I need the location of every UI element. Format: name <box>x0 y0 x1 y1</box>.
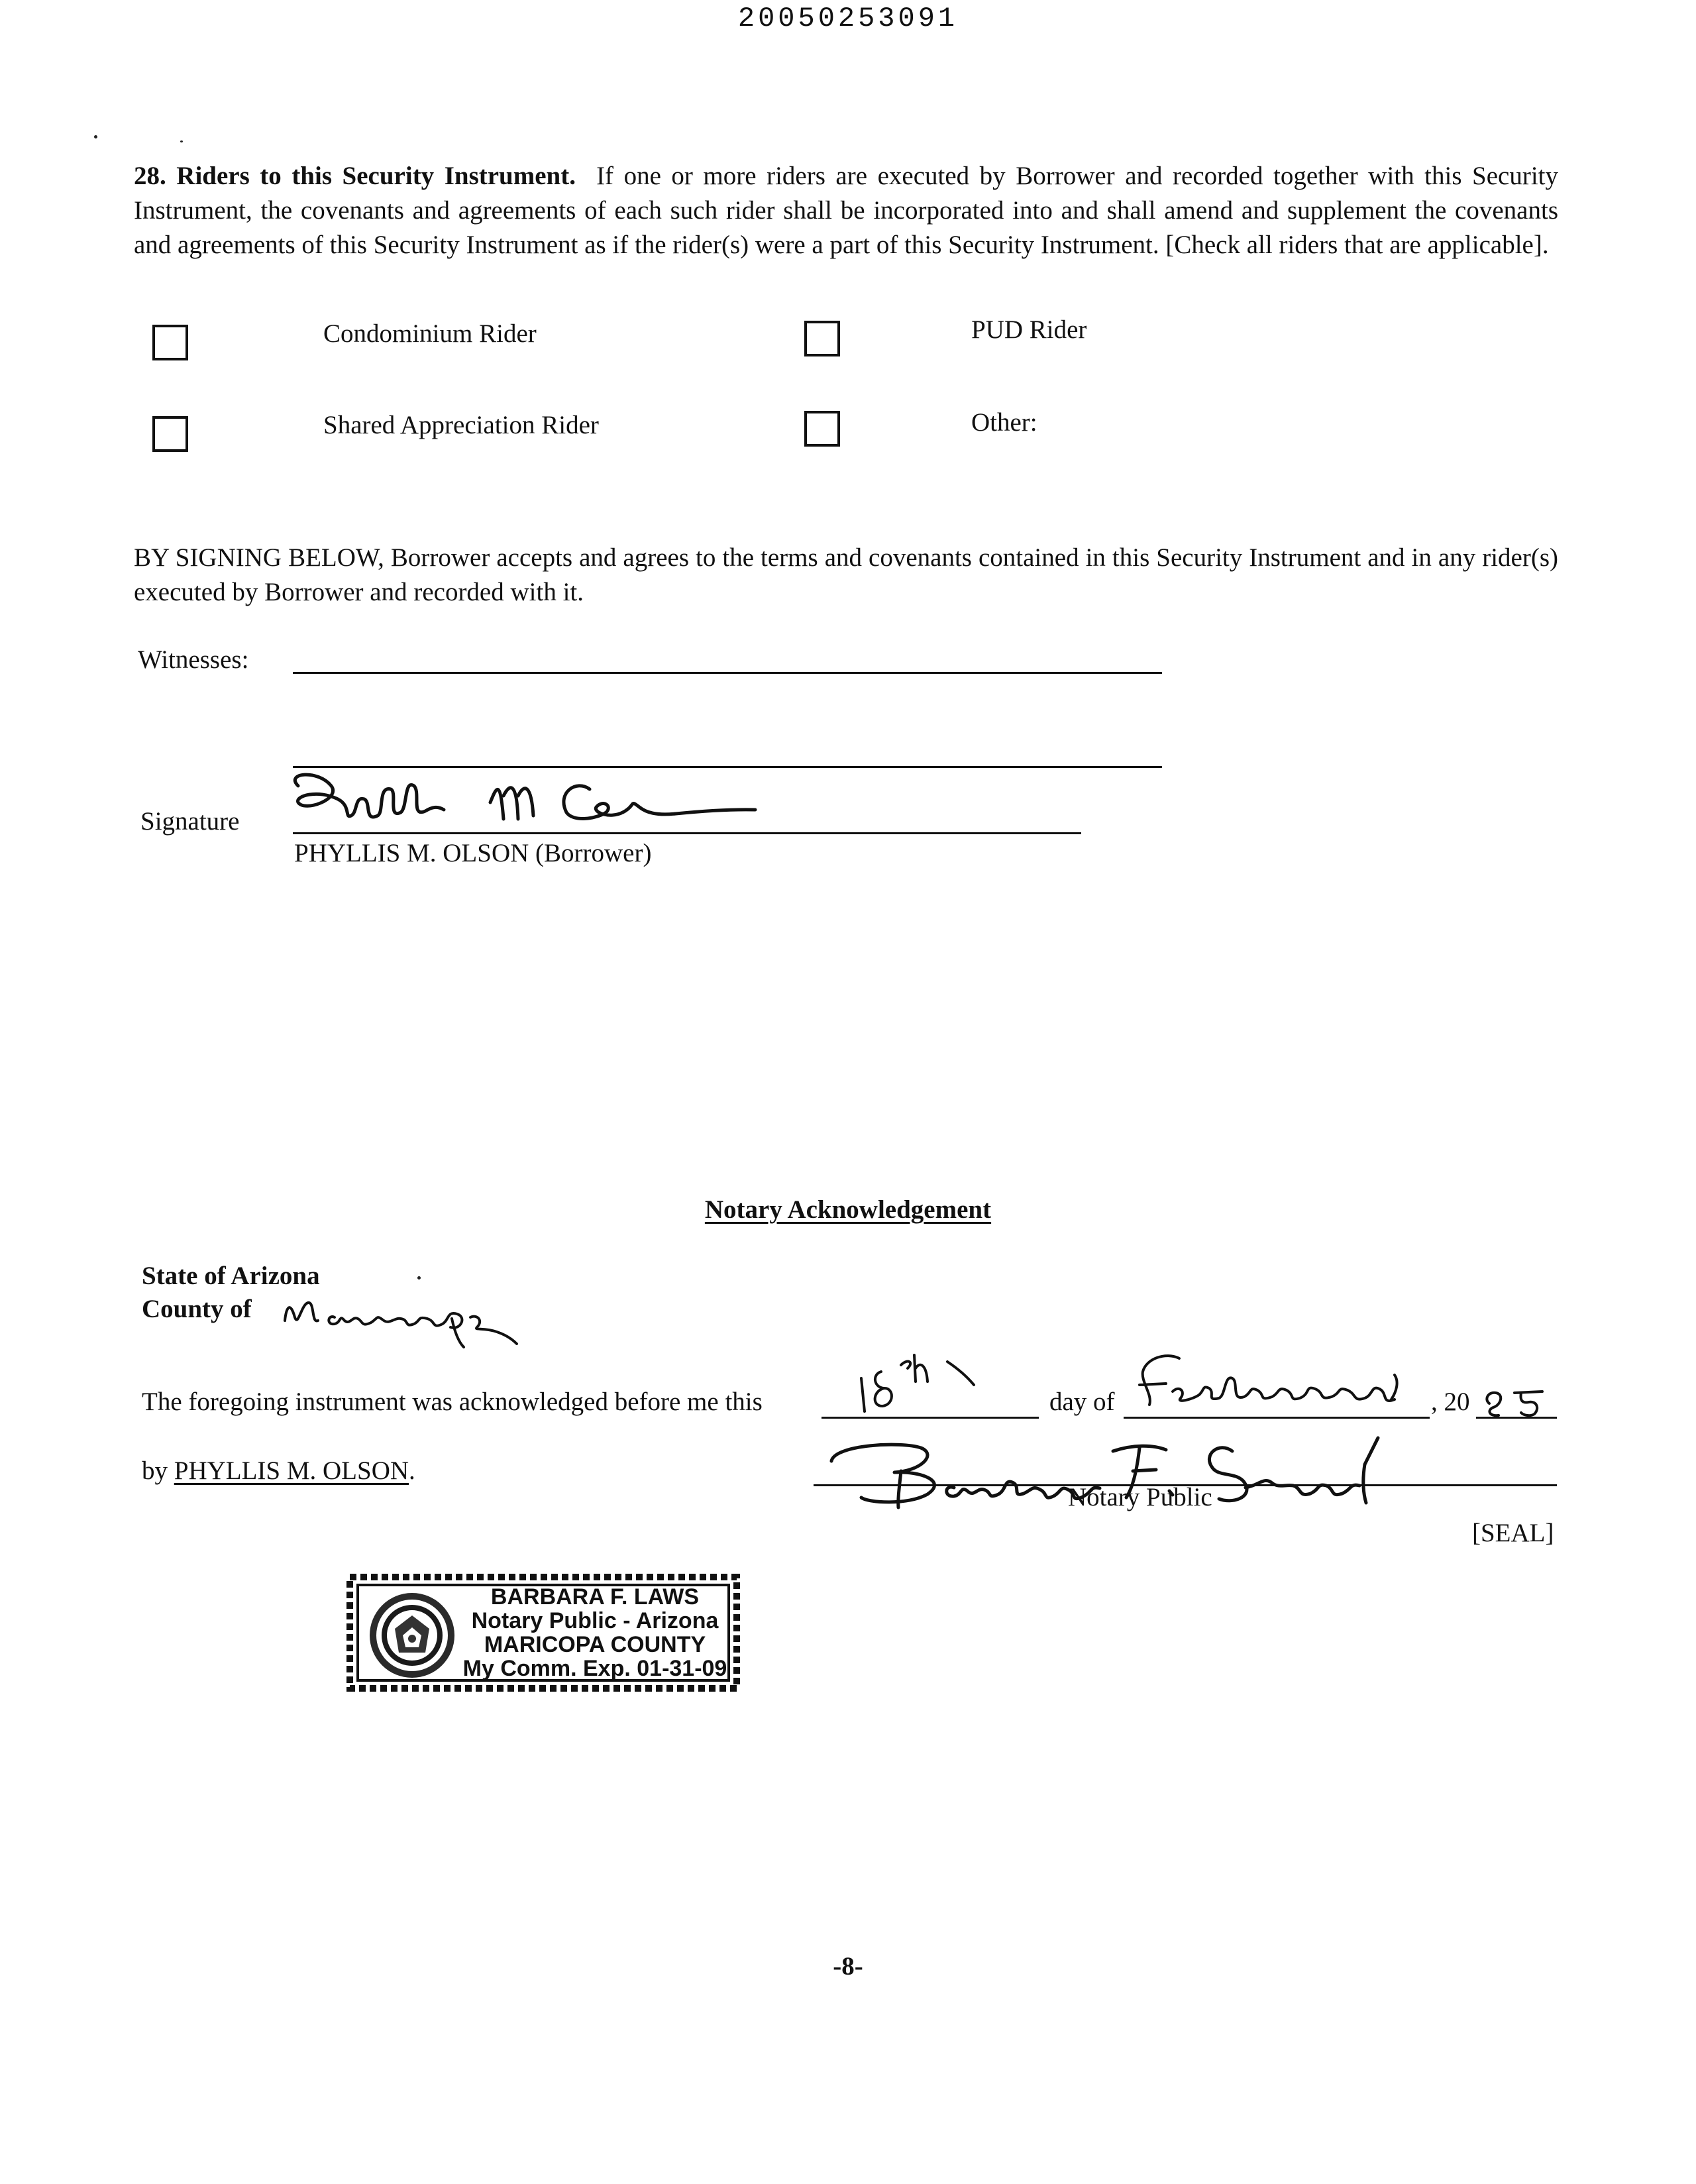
seal-label: [SEAL] <box>1472 1519 1554 1547</box>
by-prefix: by <box>142 1456 168 1485</box>
state-text: State of Arizona <box>142 1262 320 1290</box>
section-28-paragraph <box>134 159 1558 262</box>
shared-appreciation-rider-label: Shared Appreciation Rider <box>323 411 599 439</box>
condominium-rider-checkbox[interactable] <box>152 325 188 360</box>
seal-line-title: Notary Public - Arizona <box>471 1608 719 1633</box>
year-prefix: , 20 <box>1431 1388 1470 1416</box>
section-28-text: If one or more riders are executed by Borrower and recorded together with this Security Instrument, the covenants and agreements of each such rider shall be incorporated into and shall amend and supplement the covenants and agreements of this Security Instrument as if the rider(s) were a part of this Security Instrument. [Check all riders that are applicable]. <box>134 162 1559 259</box>
section-28-heading: 28. Riders to this Security Instrument. <box>134 162 576 190</box>
condominium-rider-label: Condominium Rider <box>323 319 537 348</box>
pud-rider-checkbox[interactable] <box>804 321 840 356</box>
notary-title-wrapper <box>0 1193 1696 1227</box>
shared-appreciation-rider-checkbox[interactable] <box>152 416 188 452</box>
scan-speck <box>180 140 183 142</box>
county-handwriting <box>278 1291 556 1350</box>
month-handwriting <box>1126 1345 1431 1418</box>
by-line <box>142 1454 415 1488</box>
day-handwriting <box>841 1345 1000 1418</box>
borrower-name-caption: PHYLLIS M. OLSON (Borrower) <box>294 839 652 867</box>
document-number: 20050253091 <box>737 3 959 34</box>
witnesses-label: Witnesses: <box>138 645 249 674</box>
by-suffix: . <box>409 1456 415 1485</box>
arizona-state-seal-icon <box>366 1589 458 1682</box>
foregoing-text: The foregoing instrument was acknowledged before me this <box>142 1388 763 1416</box>
seal-stamp-text <box>462 1585 727 1680</box>
signature-label: Signature <box>140 807 240 836</box>
year-handwriting <box>1481 1385 1554 1419</box>
other-rider-checkbox[interactable] <box>804 411 840 447</box>
by-name: PHYLLIS M. OLSON <box>174 1456 409 1485</box>
witness-line-1 <box>293 672 1162 674</box>
seal-line-expiration: My Comm. Exp. 01-31-09 <box>462 1656 727 1681</box>
pud-rider-label: PUD Rider <box>971 315 1087 344</box>
borrower-signature <box>278 766 782 846</box>
notary-public-label: Notary Public <box>1068 1483 1212 1511</box>
state-label <box>142 1259 320 1293</box>
other-rider-label: Other: <box>971 408 1037 437</box>
seal-line-name: BARBARA F. LAWS <box>490 1584 700 1610</box>
scan-speck <box>94 135 97 138</box>
seal-line-county: MARICOPA COUNTY <box>484 1632 706 1657</box>
page-number: -8- <box>833 1952 863 1981</box>
scan-speck <box>417 1276 421 1280</box>
county-label <box>142 1292 252 1327</box>
by-signing-paragraph: BY SIGNING BELOW, Borrower accepts and agrees to the terms and covenants contained in this Security Instrument and in any rider(s) executed by Borrower and recorded with it. <box>134 543 1558 606</box>
county-text: County of <box>142 1295 252 1323</box>
day-of-label: day of <box>1049 1388 1115 1416</box>
notary-title: Notary Acknowledgement <box>704 1195 992 1224</box>
